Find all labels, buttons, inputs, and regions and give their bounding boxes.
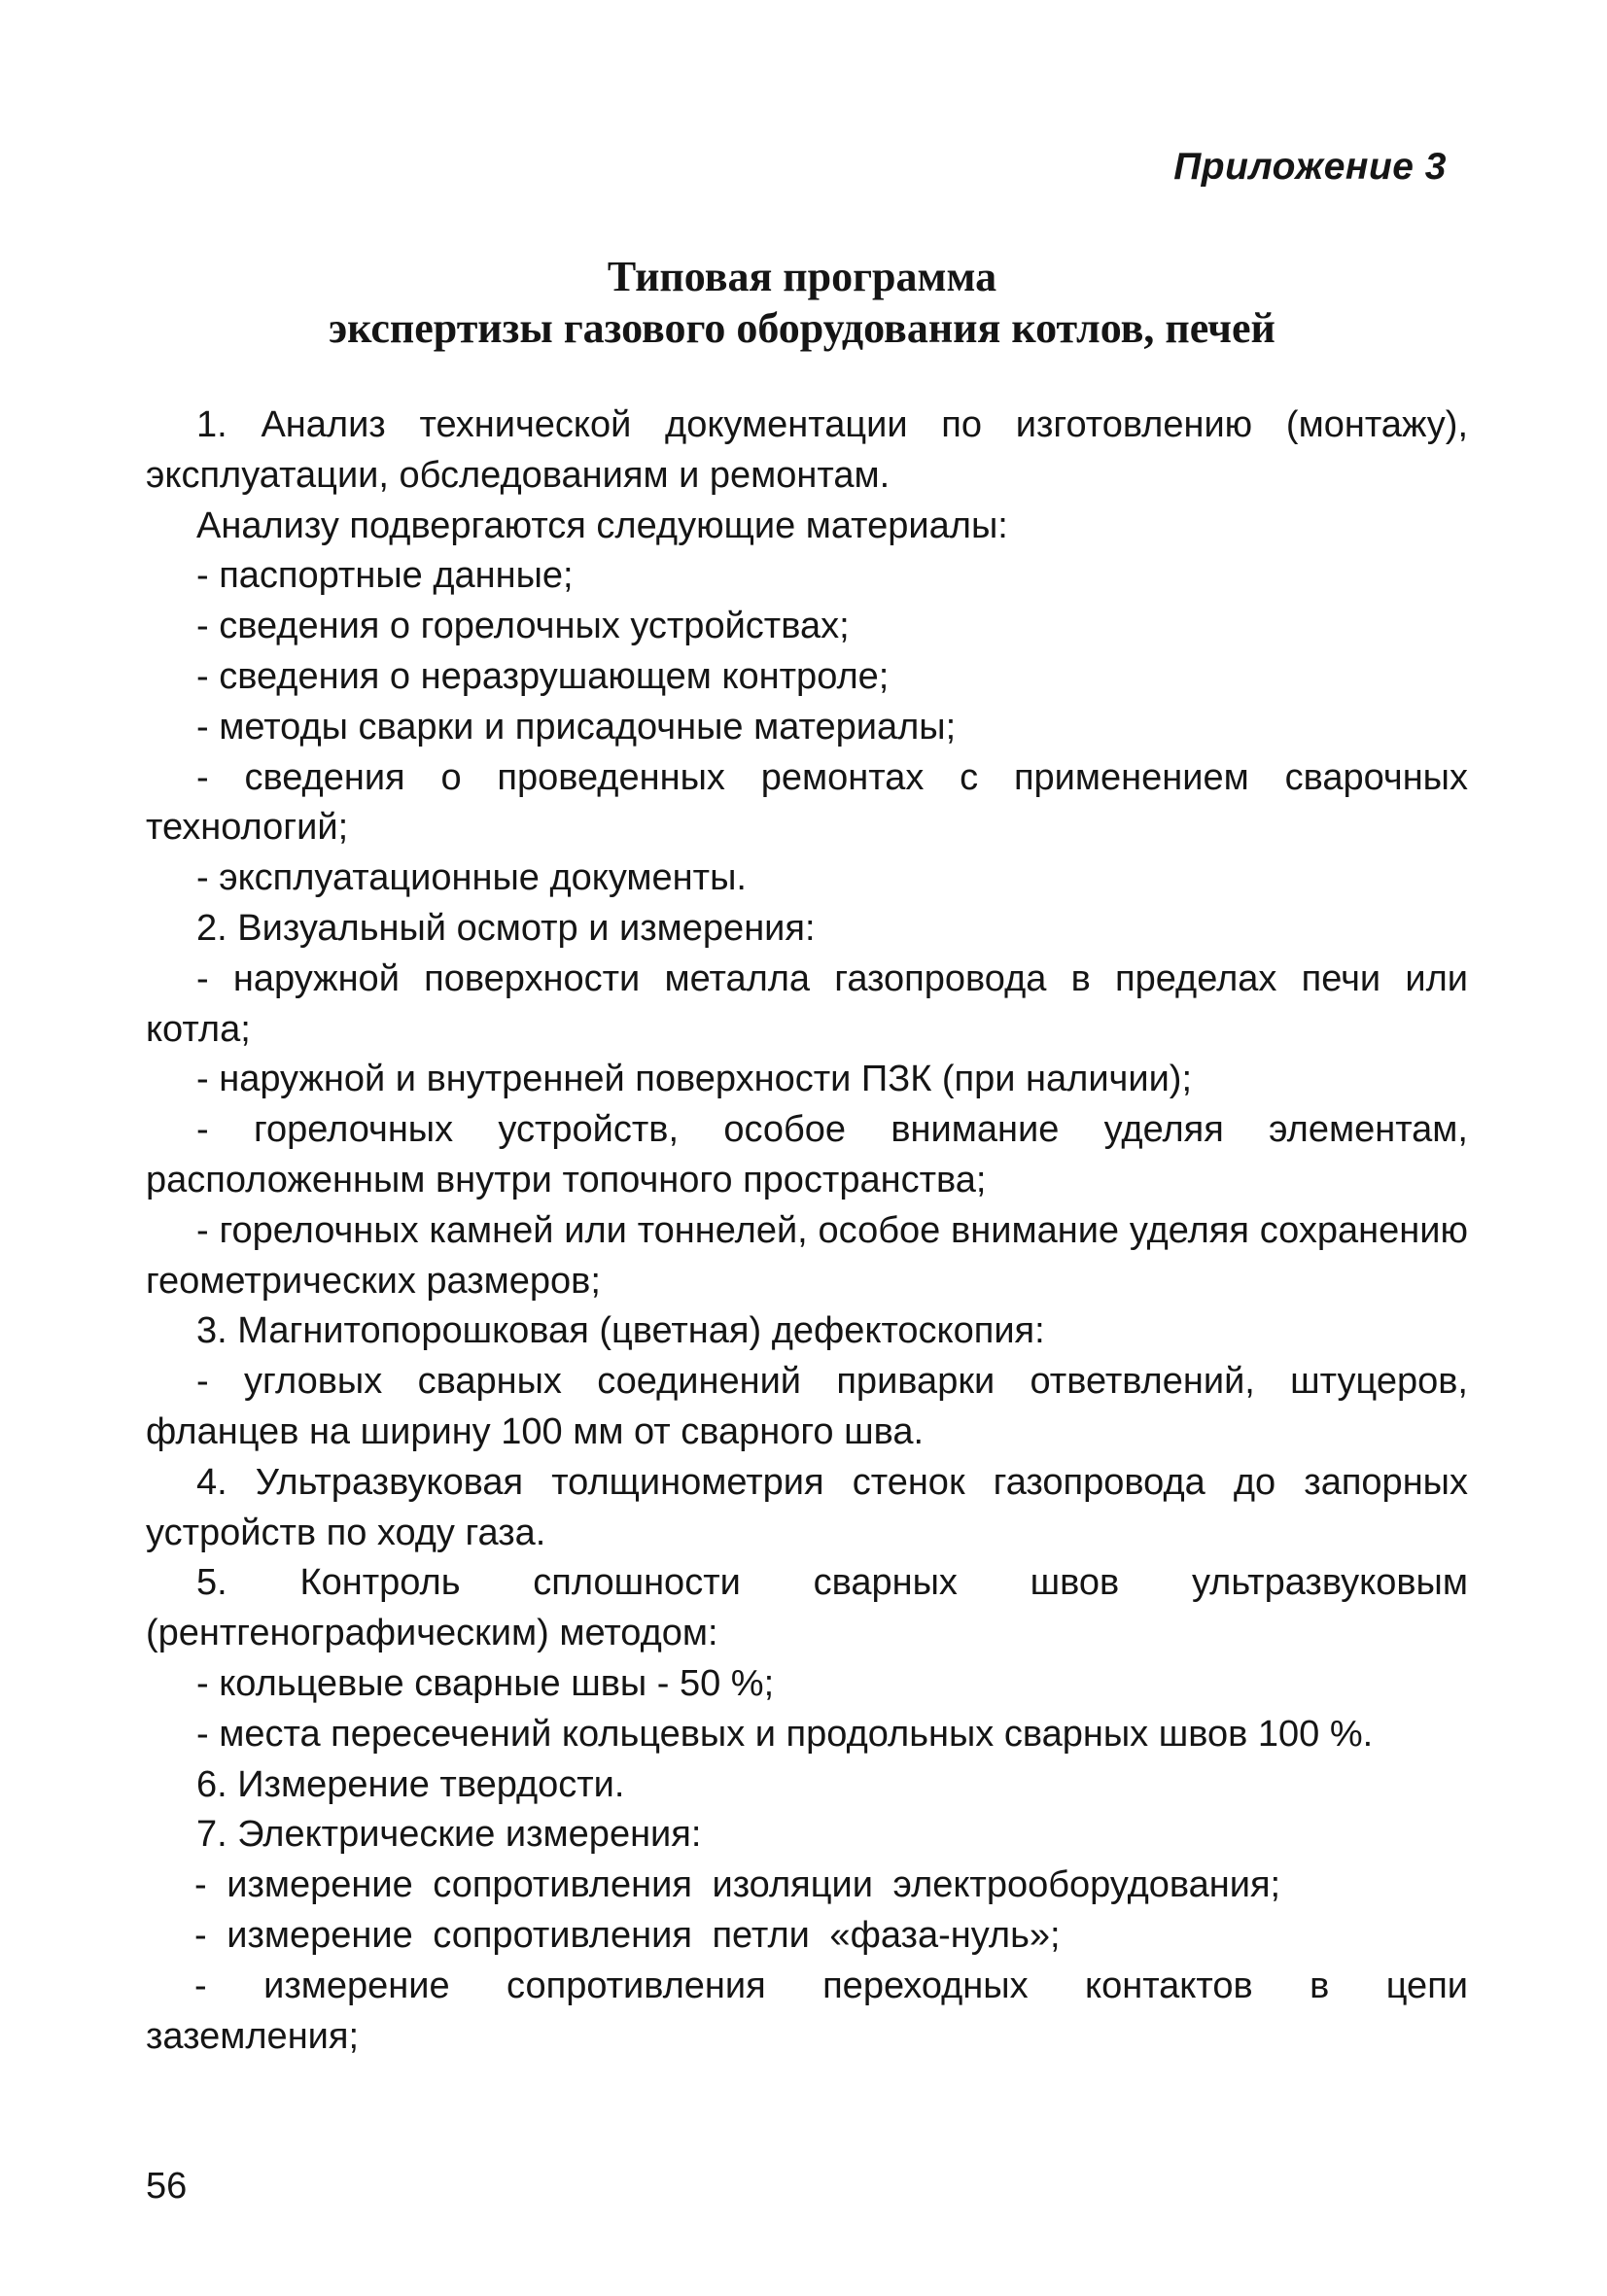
list-item: - наружной поверхности металла газопровода в пределах печи или котла; bbox=[146, 957, 1468, 1050]
list-item: - сведения о неразрушающем контроле; bbox=[196, 655, 890, 697]
list-item: - измерение сопротивления переходных контактов в цепи заземления; bbox=[146, 1965, 1468, 2057]
list-item: - паспортные данные; bbox=[196, 555, 574, 597]
list-item: - сведения о горелочных устройствах; bbox=[196, 606, 850, 647]
paragraph: 5. Контроль сплошности сварных швов ультразвуковым (рентгенографическим) методом: bbox=[146, 1562, 1468, 1654]
paragraph: 7. Электрические измерения: bbox=[196, 1814, 702, 1856]
paragraph: 4. Ультразвуковая толщинометрия стенок газопровода до запорных устройств по ходу газа. bbox=[146, 1461, 1468, 1553]
paragraph: 2. Визуальный осмотр и измерения: bbox=[196, 907, 816, 949]
page-number: 56 bbox=[146, 2166, 188, 2207]
list-item: - сведения о проведенных ремонтах с применением сварочных технологий; bbox=[146, 756, 1468, 849]
list-item: - горелочных камней или тоннелей, особое внимание уделяя сохранению геометрических размеров; bbox=[146, 1209, 1468, 1302]
appendix-label: Приложение 3 bbox=[1173, 146, 1447, 188]
list-item: - кольцевые сварные швы - 50 %; bbox=[196, 1662, 775, 1704]
title-line-2: экспертизы газового оборудования котлов, печей bbox=[329, 304, 1275, 352]
list-item: - места пересечений кольцевых и продольных сварных швов 100 %. bbox=[196, 1713, 1374, 1755]
list-item: - эксплуатационные документы. bbox=[196, 857, 747, 899]
paragraph: 3. Магнитопорошковая (цветная) дефектоскопия: bbox=[196, 1310, 1045, 1352]
list-item: - измерение сопротивления изоляции электрооборудования; bbox=[194, 1864, 1281, 1906]
paragraph: 6. Измерение твердости. bbox=[196, 1763, 625, 1805]
paragraph: 1. Анализ технической документации по изготовлению (монтажу), эксплуатации, обследованиям и ремонтам. bbox=[146, 404, 1468, 496]
paragraph: Анализу подвергаются следующие материалы: bbox=[196, 504, 1008, 546]
title-line-1: Типовая программа bbox=[607, 253, 997, 300]
list-item: - измерение сопротивления петли «фаза-нуль»; bbox=[194, 1914, 1061, 1956]
document-body bbox=[146, 400, 1468, 2062]
list-item: - методы сварки и присадочные материалы; bbox=[196, 706, 957, 748]
list-item: - горелочных устройств, особое внимание уделяя элементам, расположенным внутри топочного пространства; bbox=[146, 1109, 1468, 1200]
list-item: - угловых сварных соединений приварки ответвлений, штуцеров, фланцев на ширину 100 мм от сварного шва. bbox=[146, 1361, 1468, 1452]
list-item: - наружной и внутренней поверхности ПЗК (при наличии); bbox=[196, 1059, 1193, 1100]
page-title bbox=[146, 251, 1458, 354]
